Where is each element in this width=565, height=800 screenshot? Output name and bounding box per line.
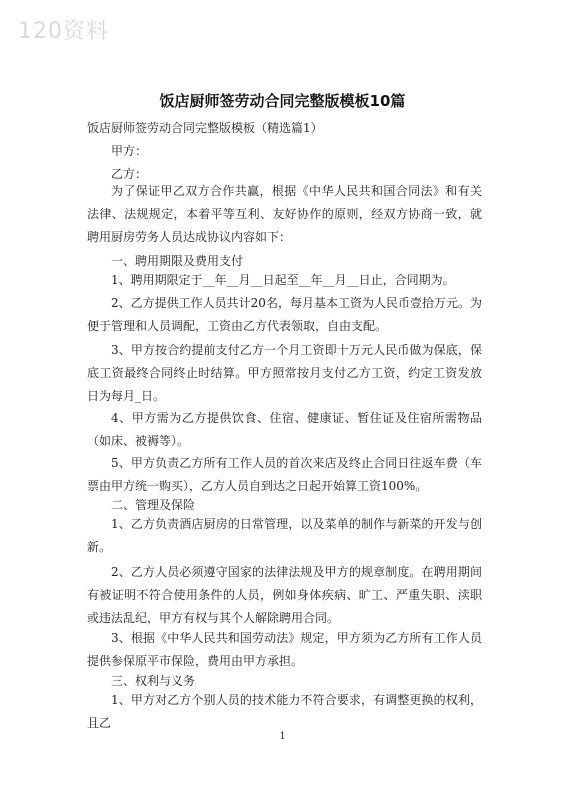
section-3-heading: 三、权利与义务 <box>111 674 196 688</box>
section-2-item-3: 3、根据《中华人民共和国劳动法》规定，甲方须为乙方所有工作人员提供参保原平市保险，费用由甲方承担。 <box>87 631 482 668</box>
section-1-heading: 一、聘用期限及费用支付 <box>111 254 244 268</box>
document-title: 饭店厨师签劳动合同完整版模板10篇 <box>159 92 406 110</box>
section-1-item-4: 4、甲方需为乙方提供饮食、住宿、健康证、暂住证及住宿所需物品（如床、被褥等）。 <box>87 411 482 448</box>
section-2-item-2: 2、乙方人员必须遵守国家的法律法规及甲方的规章制度。在聘用期间有被证明不符合使用条件的人员，例如身体疾病、旷工、严重失职、渎职或违法乱纪，甲方有权与其个人解除聘用合同。 <box>87 565 482 625</box>
section-2-item-1: 1、乙方负责酒店厨房的日常管理，以及菜单的制作与新菜的开发与创新。 <box>87 517 482 554</box>
party-a-label: 甲方： <box>111 144 148 158</box>
section-1-item-1: 1、聘用期限定于__年__月__日起至__年__月__日止，合同期为。 <box>111 273 455 287</box>
section-3-item-1: 1、甲方对乙方个别人员的技术能力不符合要求，有调整更换的权利，且乙 <box>87 693 482 730</box>
watermark: 120资料 <box>18 19 109 44</box>
section-1-item-2: 2、乙方提供工作人员共计20名，每月基本工资为人民币壹拾万元。为便于管理和人员调配，工资由乙方代表领取，自由支配。 <box>87 296 482 333</box>
page-number: 1 <box>279 731 286 742</box>
document-subtitle: 饭店厨师签劳动合同完整版模板（精选篇1） <box>87 121 323 135</box>
party-b-label: 乙方： <box>111 167 148 181</box>
section-1-item-3: 3、甲方按合约提前支付乙方一个月工资即十万元人民币做为保底，保底工资最终合同终止时结算。甲方照常按月支付乙方工资，约定工资发放日为每月_日。 <box>87 343 482 403</box>
section-1-item-5: 5、甲方负责乙方所有工作人员的首次来店及终止合同日往返车费（车票由甲方统一购买），乙方人员自到达之日起开始算工资100%。 <box>87 456 482 493</box>
intro-paragraph: 为了保证甲乙双方合作共赢，根据《中华人民共和国合同法》和有关法律、法规规定，本着平等互利、友好协作的原则，经双方协商一致，就聘用厨房劳务人员达成协议内容如下： <box>87 184 482 244</box>
section-2-heading: 二、管理及保险 <box>111 498 196 512</box>
